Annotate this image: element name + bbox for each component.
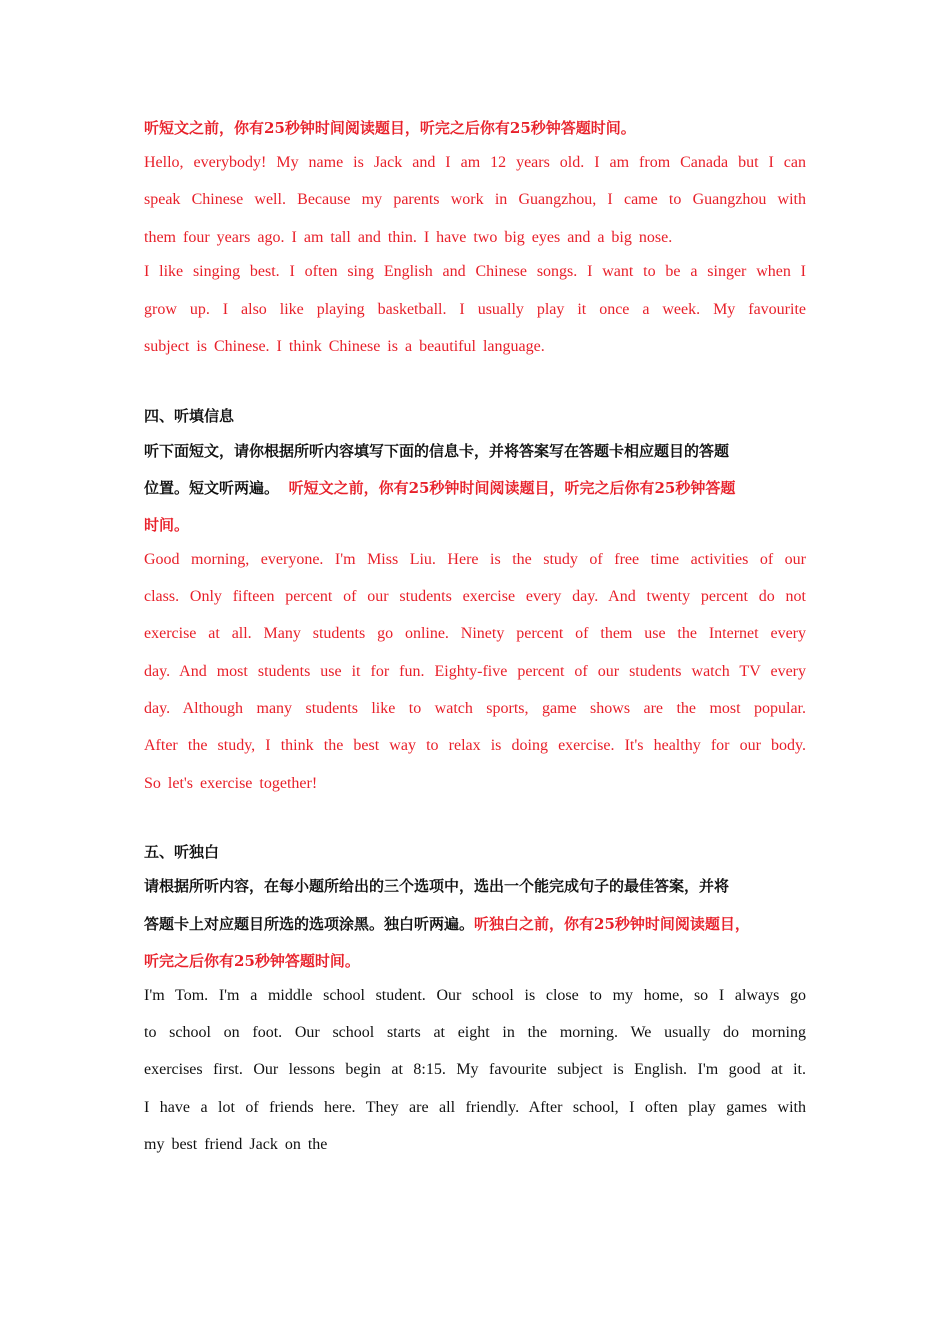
section4-instruction-black: 位置。短文听两遍。 (144, 479, 280, 497)
section4-instruction-line-1: 听下面短文，请你根据所听内容填写下面的信息卡，并将答案写在答题卡相应题目的答题 (144, 442, 730, 460)
passage3-line-6: subject is Chinese. I think Chinese is a beautiful language. (144, 338, 545, 355)
passage4-line-5: day. Although many students like to watch sports, game shows are the most popular. (144, 700, 806, 717)
passage3-line-2: speak Chinese well. Because my parents work in Guangzhou, I came to Guangzhou with (144, 191, 806, 208)
passage4-line-2: class. Only fifteen percent of our students exercise every day. And twenty percent do not (144, 588, 806, 605)
passage3-line-4: I like singing best. I often sing English and Chinese songs. I want to be a singer when I (144, 263, 806, 280)
section3-instruction: 听短文之前，你有25秒钟时间阅读题目，听完之后你有25秒钟答题时间。 (144, 119, 636, 137)
passage4-line-1: Good morning, everyone. I'm Miss Liu. Here is the study of free time activities of our (144, 551, 806, 568)
section4-instruction-line-2 (144, 478, 806, 498)
section5-instruction-line-3: 听完之后你有25秒钟答题时间。 (144, 952, 360, 970)
passage3-line-3: them four years ago. I am tall and thin. I have two big eyes and a big nose. (144, 229, 673, 246)
passage5-line-2: to school on foot. Our school starts at eight in the morning. We usually do morning (144, 1024, 806, 1041)
passage4-line-3: exercise at all. Many students go online. Ninety percent of them use the Internet every (144, 625, 806, 642)
passage4-line-6: After the study, I think the best way to relax is doing exercise. It's healthy for our body. (144, 737, 806, 754)
passage5-line-1: I'm Tom. I'm a middle school student. Our school is close to my home, so I always go (144, 987, 806, 1004)
passage5-line-5: my best friend Jack on the (144, 1136, 328, 1153)
section5-instruction-red: 听独白之前，你有25秒钟时间阅读题目， (474, 915, 750, 933)
passage5-line-3: exercises first. Our lessons begin at 8:15. My favourite subject is English. I'm good at it. (144, 1061, 806, 1078)
section5-heading: 五、听独白 (144, 843, 220, 861)
passage5-line-4: I have a lot of friends here. They are all friendly. After school, I often play games with (144, 1099, 806, 1116)
section5-instruction-line-1: 请根据所听内容，在每小题所给出的三个选项中，选出一个能完成句子的最佳答案，并将 (144, 877, 730, 895)
section5-instruction-line-2 (144, 914, 806, 934)
section5-instruction-black: 答题卡上对应题目所选的选项涂黑。独白听两遍。 (144, 915, 475, 933)
passage3-line-5: grow up. I also like playing basketball. I usually play it once a week. My favourite (144, 301, 806, 318)
passage4-line-7: So let's exercise together! (144, 775, 318, 792)
passage4-line-4: day. And most students use it for fun. Eighty-five percent of our students watch TV every (144, 663, 806, 680)
section4-instruction-red: 听短文之前，你有25秒钟时间阅读题目，听完之后你有25秒钟答题 (288, 479, 736, 497)
section4-instruction-line-3: 时间。 (144, 516, 190, 534)
passage3-line-1: Hello, everybody! My name is Jack and I am 12 years old. I am from Canada but I can (144, 154, 806, 171)
section4-heading: 四、听填信息 (144, 407, 235, 425)
